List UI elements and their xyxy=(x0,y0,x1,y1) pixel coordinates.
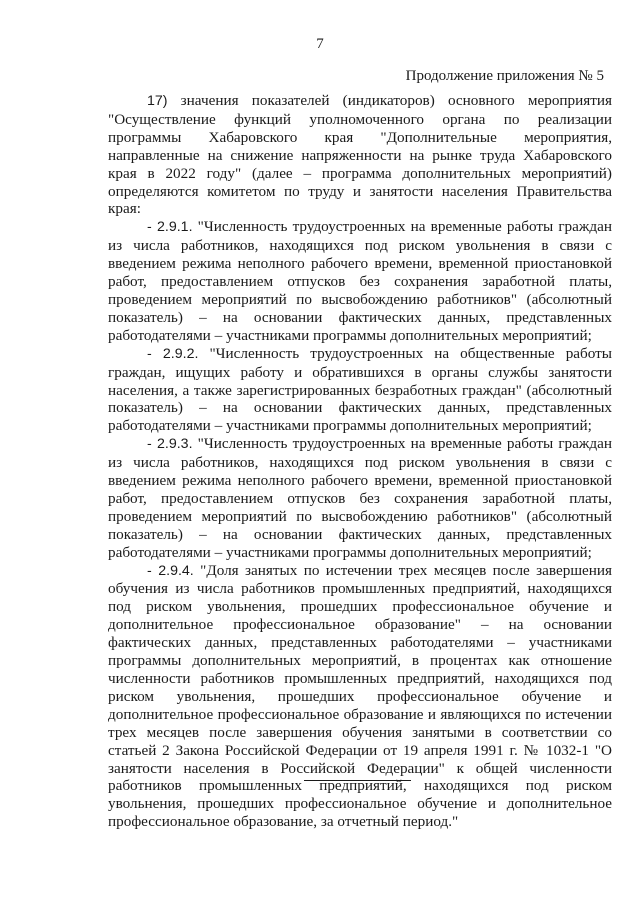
paragraph-text: "Численность трудоустроенных на общественные работы граждан, ищущих работу и обратившихся в органы службы занятости населения, а также зарегистрированных безработных граждан" (абсолютный показатель) – на основании фактических данных, представленных работодателями – участниками программы дополнительных мероприятий; xyxy=(108,344,612,435)
document-body xyxy=(108,92,612,831)
paragraph-text: значения показателей (индикаторов) основного мероприятия "Осуществление функций уполномоченного органа по реализации программы Хабаровского края "Дополнительные мероприятия, направленные на снижение напряженности на рынке труда Хабаровского края в 2022 году" (далее – программа дополнительных мероприятий) определяются комитетом по труду и занятости населения Правительства края: xyxy=(108,92,612,218)
item-marker: - 2.9.4. xyxy=(147,562,194,579)
paragraph-text: "Доля занятых по истечении трех месяцев после завершения обучения из числа работников промышленных предприятий, находящихся под риском увольнения, прошедших профессиональное обучение и дополнительное профессиональное образование" – на основании фактических данных, представленных работодателями – участниками программы дополнительных мероприятий, в процентах как отношение численности работников промышленных предприятий, находящихся под риском увольнения, прошедших профессиональное обучение и дополнительное профессиональное образование и являющихся по истечении трех месяцев после завершения обучения занятыми в соответствии со статьей 2 Закона Российской Федерации от 19 апреля 1991 г. № 1032-1 "О занятости населения в Российской Федерации" к общей численности работников промышленных предприятий, находящихся под риском увольнения, прошедших профессиональное обучение и дополнительное профессиональное образование, за отчетный период." xyxy=(108,561,612,831)
paragraph-text: "Численность трудоустроенных на временные работы граждан из числа работников, находящихся под риском увольнения в связи с введением режима неполного рабочего времени, временной приостановкой работ, предоставлением отпусков без сохранения заработной платы, проведением мероприятий по высвобождению работников" (абсолютный показатель) – на основании фактических данных, представленных работодателями – участниками программы дополнительных мероприятий; xyxy=(108,435,612,561)
paragraph-item-2-9-1 xyxy=(108,218,612,344)
item-marker: 17) xyxy=(147,93,168,109)
end-separator-line xyxy=(304,780,411,781)
item-marker: - 2.9.1. xyxy=(147,219,193,236)
paragraph-text: "Численность трудоустроенных на временные работы граждан из числа работников, находящихся под риском увольнения в связи с введением режима неполного рабочего времени, временной приостановкой работ, предоставлением отпусков без сохранения заработной платы, проведением мероприятий по высвобождению работников" (абсолютный показатель) – на основании фактических данных, представленных работодателями – участниками программы дополнительных мероприятий; xyxy=(108,218,612,344)
continuation-header: Продолжение приложения № 5 xyxy=(405,68,604,84)
paragraph-item-2-9-2 xyxy=(108,345,612,436)
paragraph-item-2-9-4 xyxy=(108,562,612,832)
item-marker: - 2.9.2. xyxy=(147,345,199,362)
page-number: 7 xyxy=(316,36,324,52)
paragraph-item-17 xyxy=(108,92,612,218)
item-marker: - 2.9.3. xyxy=(147,436,193,453)
paragraph-item-2-9-3 xyxy=(108,435,612,561)
